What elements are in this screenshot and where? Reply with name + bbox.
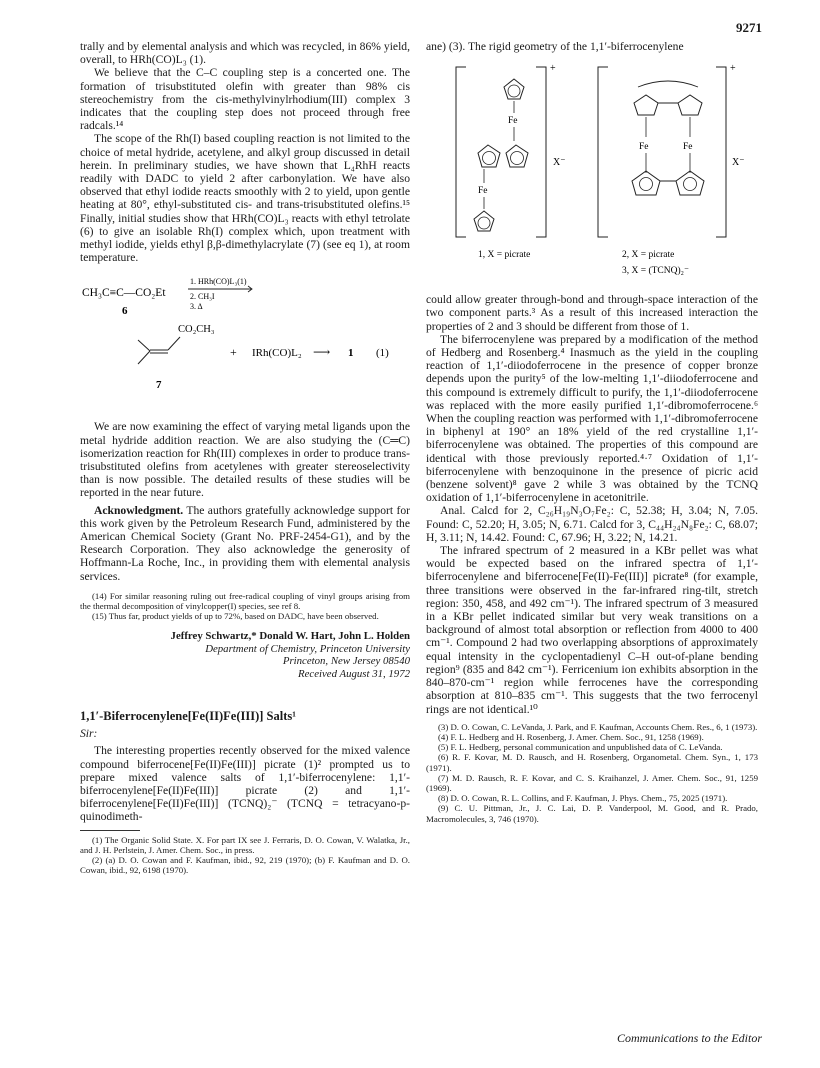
iron-atom: Fe (508, 116, 518, 127)
product-number: 1 (348, 347, 354, 360)
iron-atom: Fe (478, 186, 488, 197)
bracket (598, 67, 608, 237)
cyclopentadienyl-ring (632, 171, 660, 195)
bond (168, 337, 180, 350)
footnote: (3) D. O. Cowan, C. LeVanda, J. Park, and F. Kaufman, Accounts Chem. Res., 6, 1 (1973). (438, 721, 758, 732)
footnote: (9) C. U. Pittman, Jr., J. C. Lai, D. P. Vanderpool, M. Good, and R. Prado, Macromolecules, 3, 746 (1970). (426, 803, 758, 824)
footnote: (6) R. F. Kovar, M. D. Rausch, and H. Rosenberg, Organometal. Chem. Syn., 1, 173 (1971). (426, 752, 758, 773)
left-column (80, 40, 410, 875)
iron-atom: Fe (639, 142, 649, 153)
paragraph: The infrared spectrum of 2 measured in a KBr pellet was what would be expected based on the infrared spectra of 1,1′-biferrocenylene and biferrocene[Fe(II)-Fe(III)] picrate⁸ (for example, three transitions were observed in the far-infrared ring-tilt, stretch region: 350, 458, and 492 cm⁻¹). The infrared spectrum of 3 measured in a KBr pellet indicated similar but very weak transitions on a background of almost total absorption or reflection from 4000 to 400 cm⁻¹. Compound 2 had two overlapping absorptions of approximately equal intensity in the cyclopentadienyl C–H out-of-plane bending region⁹ (835 and 842 cm⁻¹). Ferricenium ion exhibits absorption in the 840–870-cm⁻¹ region while ferrocenes have the corresponding absorption at 810–835 cm⁻¹. This suggests that the two ferrocenyl rings are not identical.¹⁰ (426, 544, 758, 716)
step-1: 1. HRh(CO)L₃(1) (190, 277, 247, 287)
iron-atom: Fe (683, 142, 693, 153)
acknowledgment-heading: Acknowledgment. (94, 503, 184, 517)
footnote: (5) F. L. Hedberg, personal communication and unpublished data of C. LeVanda. (438, 742, 723, 753)
paragraph: The biferrocenylene was prepared by a modification of the method of Hedberg and Rosenberg.⁴ Inasmuch as the yield in the coupling reaction of 1,1′-diiodoferrocene in the presence of copper bronze depends upon the purity⁵ of the low-melting 1,1′-diiodoferrocene and this compound is extremely difficult to purify, the 1,1′-diiodoferrocene was replaced with the more easily purified 1,1′-dibromoferrocene.⁶ When the coupling reaction was performed with 1,1′-dibromoferrocene in biphenyl at 190° an 18% yield of the red crystalline 1,1′-biferrocenylene was obtained. The properties of this compound are identical with those previously reported.⁴·⁷ Oxidation of 1,1′-biferrocenylene with benzoquinone in the presence of picric acid (benzene solvent)⁸ gave 2 while 3 was obtained by the TCNQ oxidation of 1,1′-biferrocenylene in acetonitrile. (426, 332, 758, 505)
paragraph: could allow greater through-bond and through-space interaction of the two component parts.³ As a result of this increased interaction the properties of 2 and 3 should be different from those of 1. (426, 293, 758, 333)
structure-label: 3, X = (TCNQ)₂⁻ (622, 266, 689, 277)
product-label: 7 (156, 379, 162, 392)
bracket (536, 67, 546, 237)
ester-group: CO₂CH₃ (178, 324, 215, 336)
bracket (456, 67, 466, 237)
structure-label: 2, X = picrate (622, 250, 675, 261)
footnote: (14) For similar reasoning ruling out free-radical coupling of vinyl groups arising from the thermal decomposition of vinylcopper(I) species, see ref 8. (80, 590, 410, 612)
ring-circle (684, 178, 697, 191)
anion-label: X⁻ (732, 157, 745, 169)
footnote: (15) Thus far, product yields of up to 72%, based on DADC, have been observed. (92, 611, 379, 622)
cyclopentadienyl-ring (478, 145, 500, 167)
step-3: 3. Δ (190, 302, 203, 312)
affiliation: Department of Chemistry, Princeton University (205, 642, 410, 655)
methyl-bond (138, 351, 150, 364)
page-footer: Communications to the Editor (617, 1031, 762, 1045)
cyclopentadienyl-ring (634, 95, 658, 115)
right-column (426, 40, 758, 824)
structure-label: 1, X = picrate (478, 250, 531, 261)
footnote: (1) The Organic Solid State. X. For part IX see J. Ferraris, D. O. Cowan, V. Walatka, Jr., and J. H. Perlstein, J. Amer. Chem. Soc., in press. (80, 834, 410, 855)
reaction-scheme (80, 270, 410, 410)
step-2: 2. CH₃I (190, 292, 215, 302)
received-date: Received August 31, 1972 (298, 667, 410, 680)
ring-circle (478, 217, 490, 229)
author-list: Jeffrey Schwartz,* Donald W. Hart, John L. Holden (170, 629, 410, 642)
paragraph: ane) (3). The rigid geometry of the 1,1′-biferrocenylene (426, 40, 684, 53)
bracket (716, 67, 726, 237)
paragraph: The scope of the Rh(I) based coupling reaction is not limited to the choice of metal hydride, acetylene, and alkyl group discussed in detail herein. In preliminary studies, we have shown that L₄RhH reacts readily with DADC to yield 2 after carbonylation. We have also observed that ethyl iodide reacts smoothly with 2 to yield, upon gentle heating at 80°, ethyl-substituted cis- and trans-trisubstituted olefins.¹⁵ Finally, initial studies show that HRh(CO)L₃ reacts with ethyl tetrolate (6) to give an isolable Rh(I) complex which, upon treatment with methyl iodide, yields ethyl β,β-dimethylacrylate (7) (see eq 1), at room temperature. (80, 132, 410, 265)
paragraph: trally and by elemental analysis and which was recycled, in 86% yield, overall, to HRh(CO)L₃ (1). (80, 40, 410, 67)
footnote: (4) F. L. Hedberg and H. Rosenberg, J. Amer. Chem. Soc., 91, 1258 (1969). (438, 731, 704, 742)
paragraph: The interesting properties recently observed for the mixed valence compound biferrocene[Fe(II)Fe(III)] picrate (1)² prompted us to prepare mixed valence salts of 1,1′-biferrocenylene: 1,1′-biferrocenylene[Fe(II)Fe(III)] picrate (2) and 1,1′-biferrocenylene[Fe(II)Fe(III)] (TCNQ)₂⁻ (TCNQ = tetracyano-p-quinodimeth- (80, 744, 410, 824)
charge-symbol: + (550, 63, 556, 75)
equation-number: (1) (376, 347, 389, 360)
footnote-divider (80, 830, 140, 831)
acknowledgment (80, 504, 410, 583)
cyclopentadienyl-ring (676, 171, 704, 195)
cyclopentadienyl-ring (506, 145, 528, 167)
reactant-formula: CH₃C≡C—CO₂Et (82, 287, 166, 300)
plus-sign: + (230, 345, 237, 360)
page-number: 9271 (736, 20, 762, 35)
ferrocene-structures (426, 57, 758, 285)
paragraph: We believe that the C–C coupling step is a concerted one. The formation of trisubstituted olefin with greater than 98% cis stereochemistry from the cis-methylvinylrhodium(III) complex 3 indicates that the coupling step does not proceed through free radcals.¹⁴ (80, 66, 410, 133)
ring-circle (511, 152, 524, 165)
article-title: 1,1′-Biferrocenylene[Fe(II)Fe(III)] Salts¹ (80, 708, 297, 723)
arrow: ⟶ (313, 345, 331, 360)
salutation: Sir: (80, 727, 98, 741)
ring-circle (640, 178, 653, 191)
cyclopentadienyl-ring (474, 211, 494, 231)
footnote: (8) D. O. Cowan, R. L. Collins, and F. Kaufman, J. Phys. Chem., 75, 2025 (1971). (438, 793, 728, 804)
reactant-number: 6 (122, 305, 128, 318)
methyl-bond (138, 340, 150, 351)
footnote: (7) M. D. Rausch, R. F. Kovar, and C. S. Kraihanzel, J. Amer. Chem. Soc., 91, 1259 (1969). (426, 772, 758, 793)
paragraph: We are now examining the effect of varying metal ligands upon the metal hydride addition reaction. We are also studying the (C═C) isomerization reaction for Rh(III) complexes in order to produce trans-trisubstituted olefins from acetylenes with greater stereoselectivity than is now possible. The detailed results of these studies will be reported in the near future. (80, 420, 410, 500)
affiliation-address: Princeton, New Jersey 08540 (282, 655, 410, 668)
coproduct: IRh(CO)L₂ (252, 347, 302, 360)
charge-symbol: + (730, 63, 736, 75)
acknowledgment-body: The authors gratefully acknowledge support for this work given by the Petroleum Research Fund, administered by the American Chemical Society (Grant No. PRF-2454-G1), and by the Research Corporation. They also acknowledge the generosity of Hoffmann-La Roche, Inc., in providing them with elemental analysis services. (80, 503, 410, 583)
anion-label: X⁻ (553, 157, 566, 169)
ring-circle (508, 85, 520, 97)
cyclopentadienyl-ring (504, 79, 524, 99)
analysis-paragraph: Anal. Calcd for 2, C₂₆H₁₉N₃O₇Fe₂: C, 52.38; H, 3.04; N, 7.05. Found: C, 52.20; H, 3.05; N, 6.71. Calcd for 3, C₄₄H₂₄N₈Fe₂: C, 68.07; H, 3.11; N, 14.42. Found: C, 67.96; H, 3.22; N, 14.21. (426, 504, 758, 544)
ring-circle (483, 152, 496, 165)
ring-arc (638, 81, 698, 87)
cyclopentadienyl-ring (678, 95, 702, 115)
footnote: (2) (a) D. O. Cowan and F. Kaufman, ibid., 92, 219 (1970); (b) F. Kaufman and D. O. Cowan, ibid., 92, 6198 (1970). (80, 854, 410, 876)
